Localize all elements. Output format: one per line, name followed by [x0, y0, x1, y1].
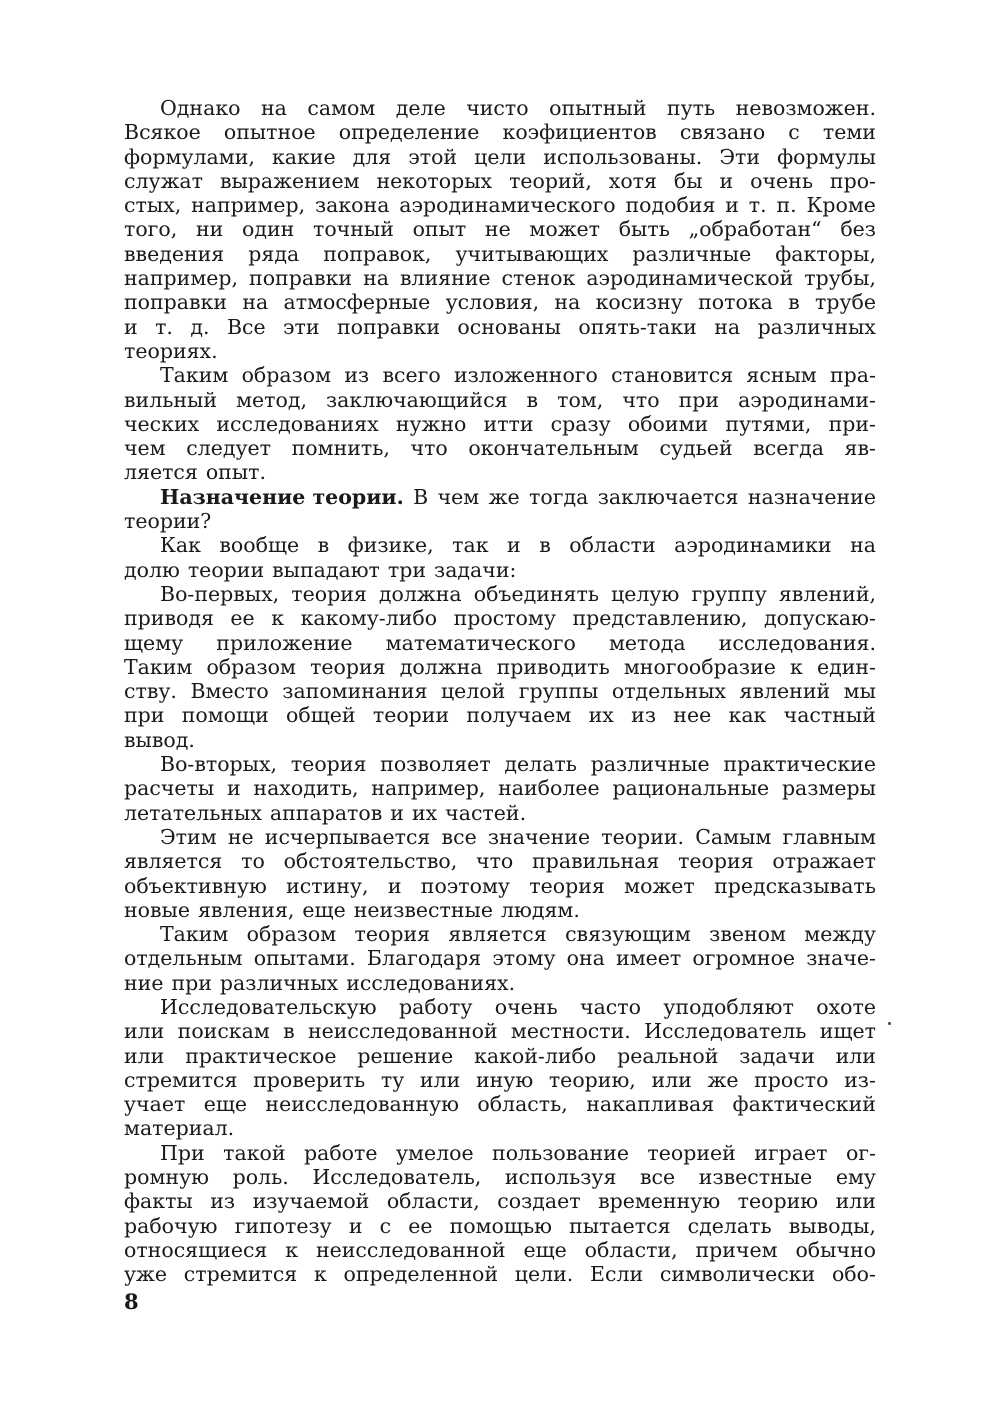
text-line: отдельным опытами. Благодаря этому она имеет огромное значе-	[124, 946, 876, 971]
text-line: расчеты и находить, например, наиболее рациональные размеры	[124, 776, 876, 801]
text-line: ние при различных исследованиях.	[124, 970, 516, 995]
text-line: чем следует помнить, что окончательным судьей всегда яв-	[124, 436, 876, 461]
text-line: Как вообще в физике, так и в области аэродинамики на	[160, 533, 876, 558]
text-line: стых, например, закона аэродинамического подобия и т. п. Кроме	[124, 193, 876, 218]
text-line: поправки на атмосферные условия, на косизну потока в трубе	[124, 290, 876, 315]
text-line: и т. д. Все эти поправки основаны опять-таки на различных	[124, 314, 876, 339]
text-line: или поискам в неисследованной местности. Исследователь ищет	[124, 1019, 876, 1044]
text-line: объективную истину, и поэтому теория может предсказывать	[124, 873, 876, 898]
text-line: долю теории выпадают три задачи:	[124, 557, 517, 582]
text-line: Исследовательскую работу очень часто уподобляют охоте	[160, 994, 876, 1019]
text-line: введения ряда поправок, учитывающих различные факторы,	[124, 241, 876, 266]
text-line: служат выражением некоторых теорий, хотя бы и очень про-	[124, 168, 876, 193]
text-line: Однако на самом деле чисто опытный путь невозможен.	[160, 96, 876, 120]
text-line: или практическое решение какой-либо реальной задачи или	[124, 1043, 876, 1068]
text-line: при помощи общей теории получаем их из нее как частный	[124, 703, 876, 728]
text-line: Во-вторых, теория позволяет делать различные практические	[160, 752, 876, 777]
text-line: Во-первых, теория должна объединять целую группу явлений,	[160, 581, 876, 606]
text-line: ромную роль. Исследователь, используя все известные ему	[124, 1165, 876, 1190]
text-line: Таким образом теория должна приводить многообразие к един-	[124, 654, 876, 679]
text-line: например, поправки на влияние стенок аэродинамической трубы,	[124, 266, 876, 291]
text-line: является то обстоятельство, что правильная теория отражает	[124, 849, 876, 874]
text-line: теориях.	[124, 338, 218, 363]
text-line: Этим не исчерпывается все значение теории. Самым главным	[160, 824, 876, 849]
text-line: факты из изучаемой области, создает временную теорию или	[124, 1189, 876, 1214]
text-line: летательных аппаратов и их частей.	[124, 800, 527, 825]
text-line: При такой работе умелое пользование теорией играет ог-	[160, 1140, 876, 1165]
text-line: приводя ее к какому-либо простому представлению, допускаю-	[124, 606, 876, 631]
text-line: теории?	[124, 509, 212, 534]
text-line: Таким образом из всего изложенного становится ясным пра-	[160, 363, 876, 388]
text-line: Назначение теории. В чем же тогда заключается назначение	[160, 484, 876, 509]
text-line: формулами, какие для этой цели использованы. Эти формулы	[124, 144, 876, 169]
text-line: уже стремится к определенной цели. Если символически обо-	[124, 1262, 876, 1287]
text-line: вильный метод, заключающийся в том, что при аэродинами-	[124, 387, 876, 412]
print-speck	[888, 1022, 891, 1025]
text-line: рабочую гипотезу и с ее помощью пытается сделать выводы,	[124, 1213, 876, 1238]
text-line: ческих исследованиях нужно итти сразу обоими путями, при-	[124, 411, 876, 436]
text-line: щему приложение математического метода исследования.	[124, 630, 876, 655]
text-line: ляется опыт.	[124, 460, 267, 485]
text-line: ству. Вместо запоминания целой группы отдельных явлений мы	[124, 679, 876, 704]
text-line: Всякое опытное определение коэфициентов связано с теми	[124, 120, 876, 145]
page-number: 8	[124, 1289, 139, 1314]
text-line: новые явления, еще неизвестные людям.	[124, 897, 580, 922]
body-text	[124, 96, 876, 1287]
text-line: того, ни один точный опыт не может быть „обработан“ без	[124, 217, 876, 242]
text-line: стремится проверить ту или иную теорию, или же просто из-	[124, 1067, 876, 1092]
text-line: материал.	[124, 1116, 235, 1141]
text-line: относящиеся к неисследованной еще области, причем обычно	[124, 1237, 876, 1262]
text-line: Таким образом теория является связующим звеном между	[160, 922, 876, 947]
text-line: учает еще неисследованную область, накапливая фактический	[124, 1092, 876, 1117]
section-heading: Назначение теории.	[160, 484, 404, 509]
text-line: вывод.	[124, 727, 195, 752]
